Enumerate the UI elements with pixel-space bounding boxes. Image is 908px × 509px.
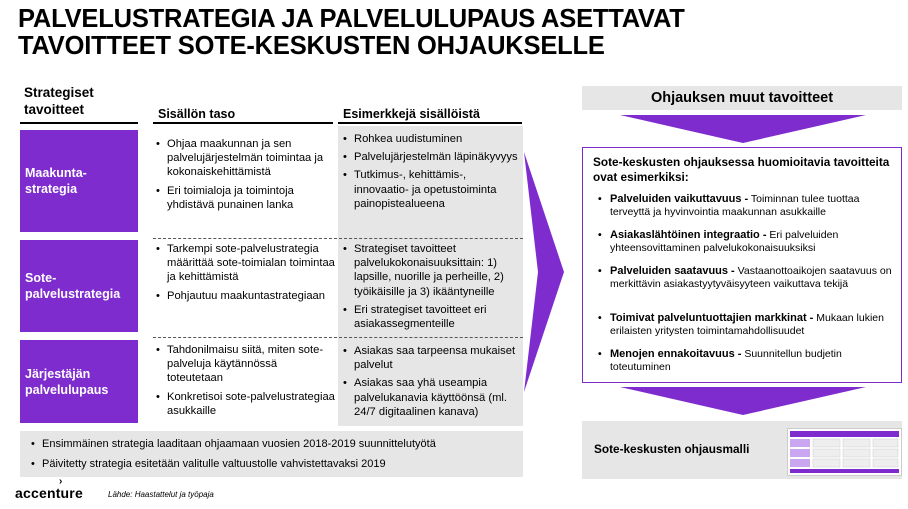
list-item: • Asiakas saa tarpeensa mukaiset palvelut [342, 344, 520, 372]
row3-examples [342, 344, 520, 423]
col2-header: Sisällön taso [158, 107, 236, 121]
col2-rule [153, 122, 333, 124]
goal-item-text: Mukaan lukien erilaisten yritysten toimintamahdollisuudet [610, 312, 884, 337]
arrow-down-icon [620, 115, 866, 143]
row-label-sote-palvelustrategia [20, 240, 138, 332]
col1-rule [20, 122, 138, 124]
row-label-jarjestajan-palvelulupaus [20, 340, 138, 423]
row-label-text: Maakunta-strategia [25, 166, 87, 196]
row-label-text: Sote-palvelustrategia [25, 271, 121, 301]
goal-item-title: Menojen ennakoitavuus - [610, 348, 742, 360]
goal-item-title: Palveluiden vaikuttavuus - [610, 193, 749, 205]
row2-examples [342, 242, 520, 335]
logo-text: accenture [15, 485, 83, 501]
goal-item-title: Toimivat palveluntuottajien markkinat - [610, 312, 814, 324]
model-thumbnail-graphic [788, 429, 901, 475]
right-header: Ohjauksen muut tavoitteet [582, 86, 902, 110]
goal-item [596, 265, 896, 291]
list-item: • Pohjautuu maakuntastrategiaan [155, 289, 335, 303]
list-item: • Asiakas saa yhä useampia palvelukanavia käyttöönsä (ml. 24/7 digitaalinen kanava) [342, 376, 520, 419]
goal-item-text: Suunnitellun budjetin toteutuminen [610, 348, 842, 373]
row1-content [155, 137, 335, 216]
list-item: • Ohjaa maakunnan ja sen palvelujärjestelmän toimintaa ja kokonaiskehittämistä [155, 137, 335, 180]
goal-item-title: Asiakaslähtöinen integraatio - [610, 229, 767, 241]
row-label-maakuntastrategia [20, 130, 138, 232]
row-divider [153, 238, 523, 239]
col1-header: Strategiset tavoitteet [24, 85, 94, 117]
list-item: • Konkretisoi sote-palvelustrategiaa asukkaille [155, 390, 335, 418]
row2-content [155, 242, 335, 307]
goal-item-text: Toiminnan tulee tuottaa terveyttä ja hyvinvointia maakunnan asukkaille [610, 193, 860, 218]
list-item: • Eri strategiset tavoitteet eri asiakassegmenteille [342, 303, 520, 331]
goal-item-text: Eri palveluiden yhteensovittaminen palvelukokonaisuuksiksi [610, 229, 839, 254]
list-item: • Rohkea uudistuminen [342, 132, 520, 146]
list-item: • Eri toimialoja ja toimintoja yhdistävä punainen lanka [155, 184, 335, 212]
row3-content [155, 343, 335, 422]
list-item: • Ensimmäinen strategia laaditaan ohjaamaan vuosien 2018-2019 suunnittelutyötä [30, 437, 520, 451]
goal-item [596, 348, 896, 374]
list-item: • Päivitetty strategia esitetään valitulle valtuustolle vahvistettavaksi 2019 [30, 457, 520, 471]
accenture-logo [15, 476, 83, 501]
page-title: PALVELUSTRATEGIA JA PALVELULUPAUS ASETTAVAT TAVOITTEET SOTE-KESKUSTEN OHJAUKSELLE [18, 5, 685, 60]
logo-chevron-icon: › [59, 476, 63, 487]
bottom-notes-panel [20, 431, 523, 477]
list-item: • Strategiset tavoitteet palvelukokonaisuuksittain: 1) lapsille, nuorille ja perheille, 2) työikäisille ja 3) ikääntyneille [342, 242, 520, 299]
row-divider [153, 337, 523, 338]
col3-header: Esimerkkejä sisällöistä [343, 107, 480, 121]
list-item: • Palvelujärjestelmän läpinäkyvyys [342, 150, 520, 164]
source-note: Lähde: Haastattelut ja työpaja [108, 490, 214, 499]
model-thumbnail [787, 428, 902, 476]
goal-item-text: Vastaanottoaikojen saatavuus on merkittävin asiakastyytyväisyyteen vaikuttava tekijä [610, 265, 892, 290]
list-item: • Tahdonilmaisu siitä, miten sote-palveluja käytännössä toteutetaan [155, 343, 335, 386]
goal-item [596, 312, 896, 338]
arrow-down-icon [620, 387, 866, 415]
model-label: Sote-keskusten ohjausmalli [594, 442, 750, 456]
list-item: • Tutkimus-, kehittämis-, innovaatio- ja opetustoiminta painopistealueena [342, 168, 520, 211]
row1-examples [342, 132, 520, 215]
chevron-right-icon [524, 152, 564, 392]
goal-item [596, 229, 896, 255]
goal-item [596, 193, 896, 219]
col3-rule [338, 122, 522, 124]
list-item: • Tarkempi sote-palvelustrategia määrittää sote-toimialan toimintaa ja kehittämistä [155, 242, 335, 285]
goal-item-title: Palveluiden saatavuus - [610, 265, 735, 277]
row-label-text: Järjestäjän palvelulupaus [25, 366, 109, 397]
goals-title: Sote-keskusten ohjauksessa huomioitavia tavoitteita ovat esimerkiksi: [593, 155, 890, 184]
